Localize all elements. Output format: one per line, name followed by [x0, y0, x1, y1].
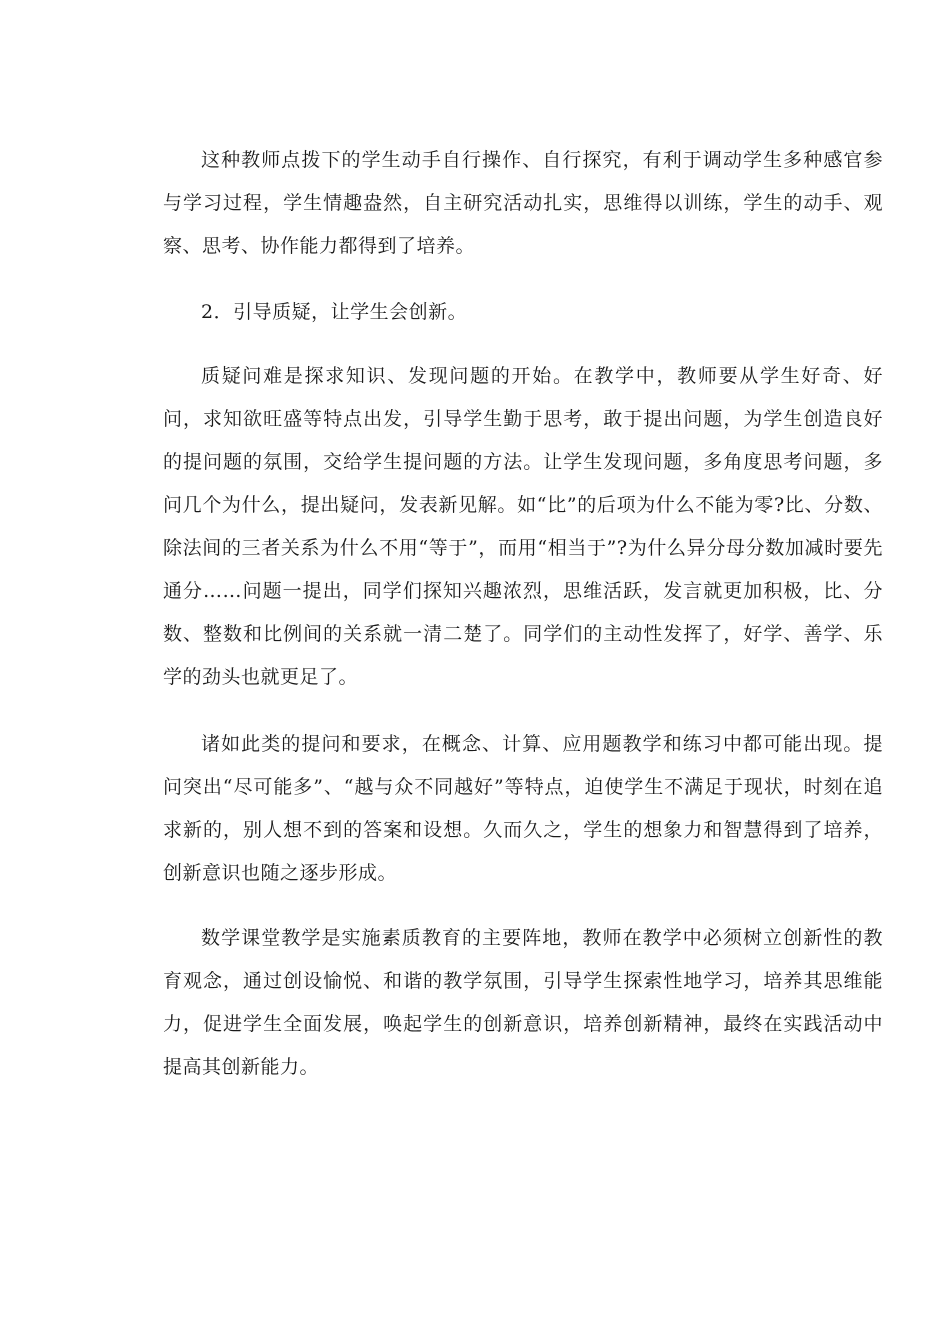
- section-heading-guided-questioning: 2．引导质疑，让学生会创新。: [201, 301, 468, 323]
- paragraph-conclusion: 数学课堂教学是实施素质教育的主要阵地，教师在教学中必须树立创新性的教育观念，通过创设愉悦、和谐的教学氛围，引导学生探索性地学习，培养其思维能力，促进学生全面发展，唤起学生的创新意识，培养创新精神，最终在实践活动中提高其创新能力。: [163, 927, 883, 1078]
- paragraph-hands-on-exploration: 这种教师点拨下的学生动手自行操作、自行探究，有利于调动学生多种感官参与学习过程，学生情趣盎然，自主研究活动扎实，思维得以训练，学生的动手、观察、思考、协作能力都得到了培养。: [163, 149, 883, 257]
- paragraph-questions-and-requirements: 诸如此类的提问和要求，在概念、计算、应用题教学和练习中都可能出现。提问突出“尽可能多”、“越与众不同越好”等特点，迫使学生不满足于现状，时刻在追求新的，别人想不到的答案和设想。久而久之，学生的想象力和智慧得到了培养，创新意识也随之逐步形成。: [163, 733, 883, 884]
- paragraph-questioning: 质疑问难是探求知识、发现问题的开始。在教学中，教师要从学生好奇、好问，求知欲旺盛等特点出发，引导学生勤于思考，敢于提出问题，为学生创造良好的提问题的氛围，交给学生提问题的方法。让学生发现问题，多角度思考问题，多问几个为什么，提出疑问，发表新见解。如“比”的后项为什么不能为零?比、分数、除法间的三者关系为什么不用“等于”，而用“相当于”?为什么异分母分数加减时要先通分……问题一提出，同学们探知兴趣浓烈，思维活跃，发言就更加积极，比、分数、整数和比例间的关系就一清二楚了。同学们的主动性发挥了，好学、善学、乐学的劲头也就更足了。: [163, 365, 883, 688]
